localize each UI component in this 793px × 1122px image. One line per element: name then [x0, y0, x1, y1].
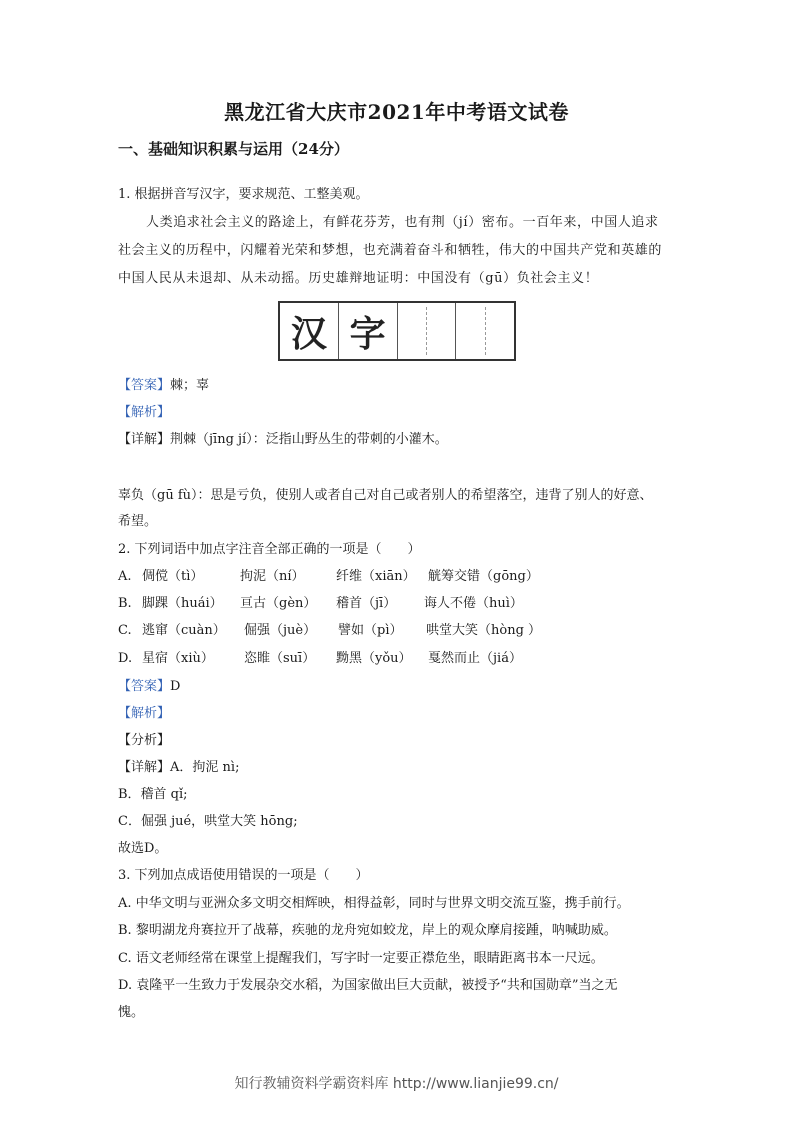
q2-detail-line: B．稽首 qǐ; — [118, 787, 188, 802]
q2-detail-line: C．倔强 jué，哄堂大笑 hōng; — [118, 814, 298, 829]
q3-option-d: D. 袁隆平一生致力于发展杂交水稻，为国家做出巨大贡献，被授予“共和国勋章”当之无 — [118, 978, 618, 993]
grid-cell — [398, 303, 457, 359]
analysis-tag: 【解析】 — [118, 706, 171, 721]
answer-tag: 【答案】 — [118, 679, 171, 694]
q1-detail-line: 辜负（gū fù）：思是亏负，使别人或者自己对自己或者别人的希望落空，违背了别人的好意、 — [118, 488, 653, 503]
q1-answer — [118, 377, 209, 395]
q3-option-d-cont: 愧。 — [118, 1005, 145, 1020]
q1-detail — [118, 431, 448, 449]
page-title: 黑龙江省大庆市2021年中考语文试卷 — [224, 100, 569, 124]
answer-text: D — [170, 679, 181, 694]
footer-watermark: 知行教辅资料学霸资料库 http://www.lianjie99.cn/ — [234, 1076, 559, 1092]
analysis-tag: 【解析】 — [118, 405, 171, 420]
q2-detail — [118, 759, 239, 777]
q1-stem: 1. 根据拼音写汉字，要求规范、工整美观。 — [118, 187, 369, 202]
detail-tag: 【详解】 — [118, 760, 171, 775]
q1-passage-line: 中国人民从未退却、从未动摇。历史雄辩地证明：中国没有（gū）负社会主义！ — [118, 271, 599, 286]
document-page: 黑龙江省大庆市2021年中考语文试卷 一、基础知识积累与运用（24分） 1. 根据拼音写汉字，要求规范、工整美观。 人类追求社会主义的路途上，有鲜花芬芳，也有荆（jí）密布。一百年来，中国人追求 社会主义的历程中，闪耀着光荣和梦想，也充满着奋斗和牺牲，伟大的中国共产党和英雄的 中国人民从未退却、从未动摇。历史雄辩地证明：中国没有（gū）负社会主义！ 汉 字 【答案】棘；辜 【解析】 【详解】荆棘（jīng jí）：泛指山野丛生的带刺的小灌木。 辜负（gū fù）：思是亏负，使别人或者自己对自己或者别人的希望落空，违背了别人的好意、 希望。 2. 下列词语中加点字注音全部正确的一项是（ ） A. 倜傥（tì） 拘泥（ní） 纤维（xiān） 觥筹交错（gōng） B. 脚踝（huái） 亘古（gèn） 稽首（jī） 诲人不倦（huì） C. 逃窜（cuàn） 倔强（juè） 譬如（pì） 哄堂大笑（hòng ） D. 星宿（xiù） 恣睢（suī） 黝黑（yǒu） 戛然而止（jiá） 【答案】D 【解析】 【分析】 【详解】A．拘泥 nì; B．稽首 qǐ; C．倔强 jué，哄堂大笑 hōng; 故选D。 3. 下列加点成语使用错误的一项是（ ） A. 中华文明与亚洲众多文明交相辉映，相得益彰，同时与世界文明交流互鉴，携手前行。 B. 黎明湖龙舟赛拉开了战幕，疾驰的龙舟宛如蛟龙，岸上的观众摩肩接踵，呐喊助威。 C. 语文老师经常在课堂上提醒我们，写字时一定要正襟危坐，眼睛距离书本一尺远。 D. 袁隆平一生致力于发展杂交水稻，为国家做出巨大贡献，被授予“共和国勋章”当之无 愧。 知行教辅资料学霸资料库 http://www.lianjie99.cn/ — [0, 0, 793, 1122]
q1-passage-line: 人类追求社会主义的路途上，有鲜花芬芳，也有荆（jí）密布。一百年来，中国人追求 — [146, 215, 659, 230]
grid-cell: 汉 — [280, 303, 339, 359]
q3-option-a: A. 中华文明与亚洲众多文明交相辉映，相得益彰，同时与世界文明交流互鉴，携手前行。 — [118, 896, 630, 911]
detail-text: A．拘泥 nì; — [170, 760, 240, 775]
q3-option-b: B. 黎明湖龙舟赛拉开了战幕，疾驰的龙舟宛如蛟龙，岸上的观众摩肩接踵，呐喊助威。 — [118, 923, 617, 938]
section-heading: 一、基础知识积累与运用（24分） — [118, 140, 349, 158]
answer-text: 棘；辜 — [170, 378, 210, 393]
q1-passage-line: 社会主义的历程中，闪耀着光荣和梦想，也充满着奋斗和牺牲，伟大的中国共产党和英雄的 — [118, 243, 663, 258]
q3-stem: 3. 下列加点成语使用错误的一项是（ ） — [118, 868, 369, 883]
q3-option-c: C. 语文老师经常在课堂上提醒我们，写字时一定要正襟危坐，眼睛距离书本一尺远。 — [118, 951, 604, 966]
grid-cell — [456, 303, 514, 359]
fenxi-tag: 【分析】 — [118, 733, 171, 748]
answer-tag: 【答案】 — [118, 378, 171, 393]
q2-answer — [118, 678, 180, 696]
q2-detail-line: 故选D。 — [118, 841, 168, 856]
grid-cell: 字 — [339, 303, 398, 359]
detail-text: 荆棘（jīng jí）：泛指山野丛生的带刺的小灌木。 — [170, 432, 448, 447]
detail-tag: 【详解】 — [118, 432, 171, 447]
q1-detail-line: 希望。 — [118, 514, 158, 529]
writing-grid — [278, 301, 516, 361]
q2-stem: 2. 下列词语中加点字注音全部正确的一项是（ ） — [118, 542, 421, 557]
